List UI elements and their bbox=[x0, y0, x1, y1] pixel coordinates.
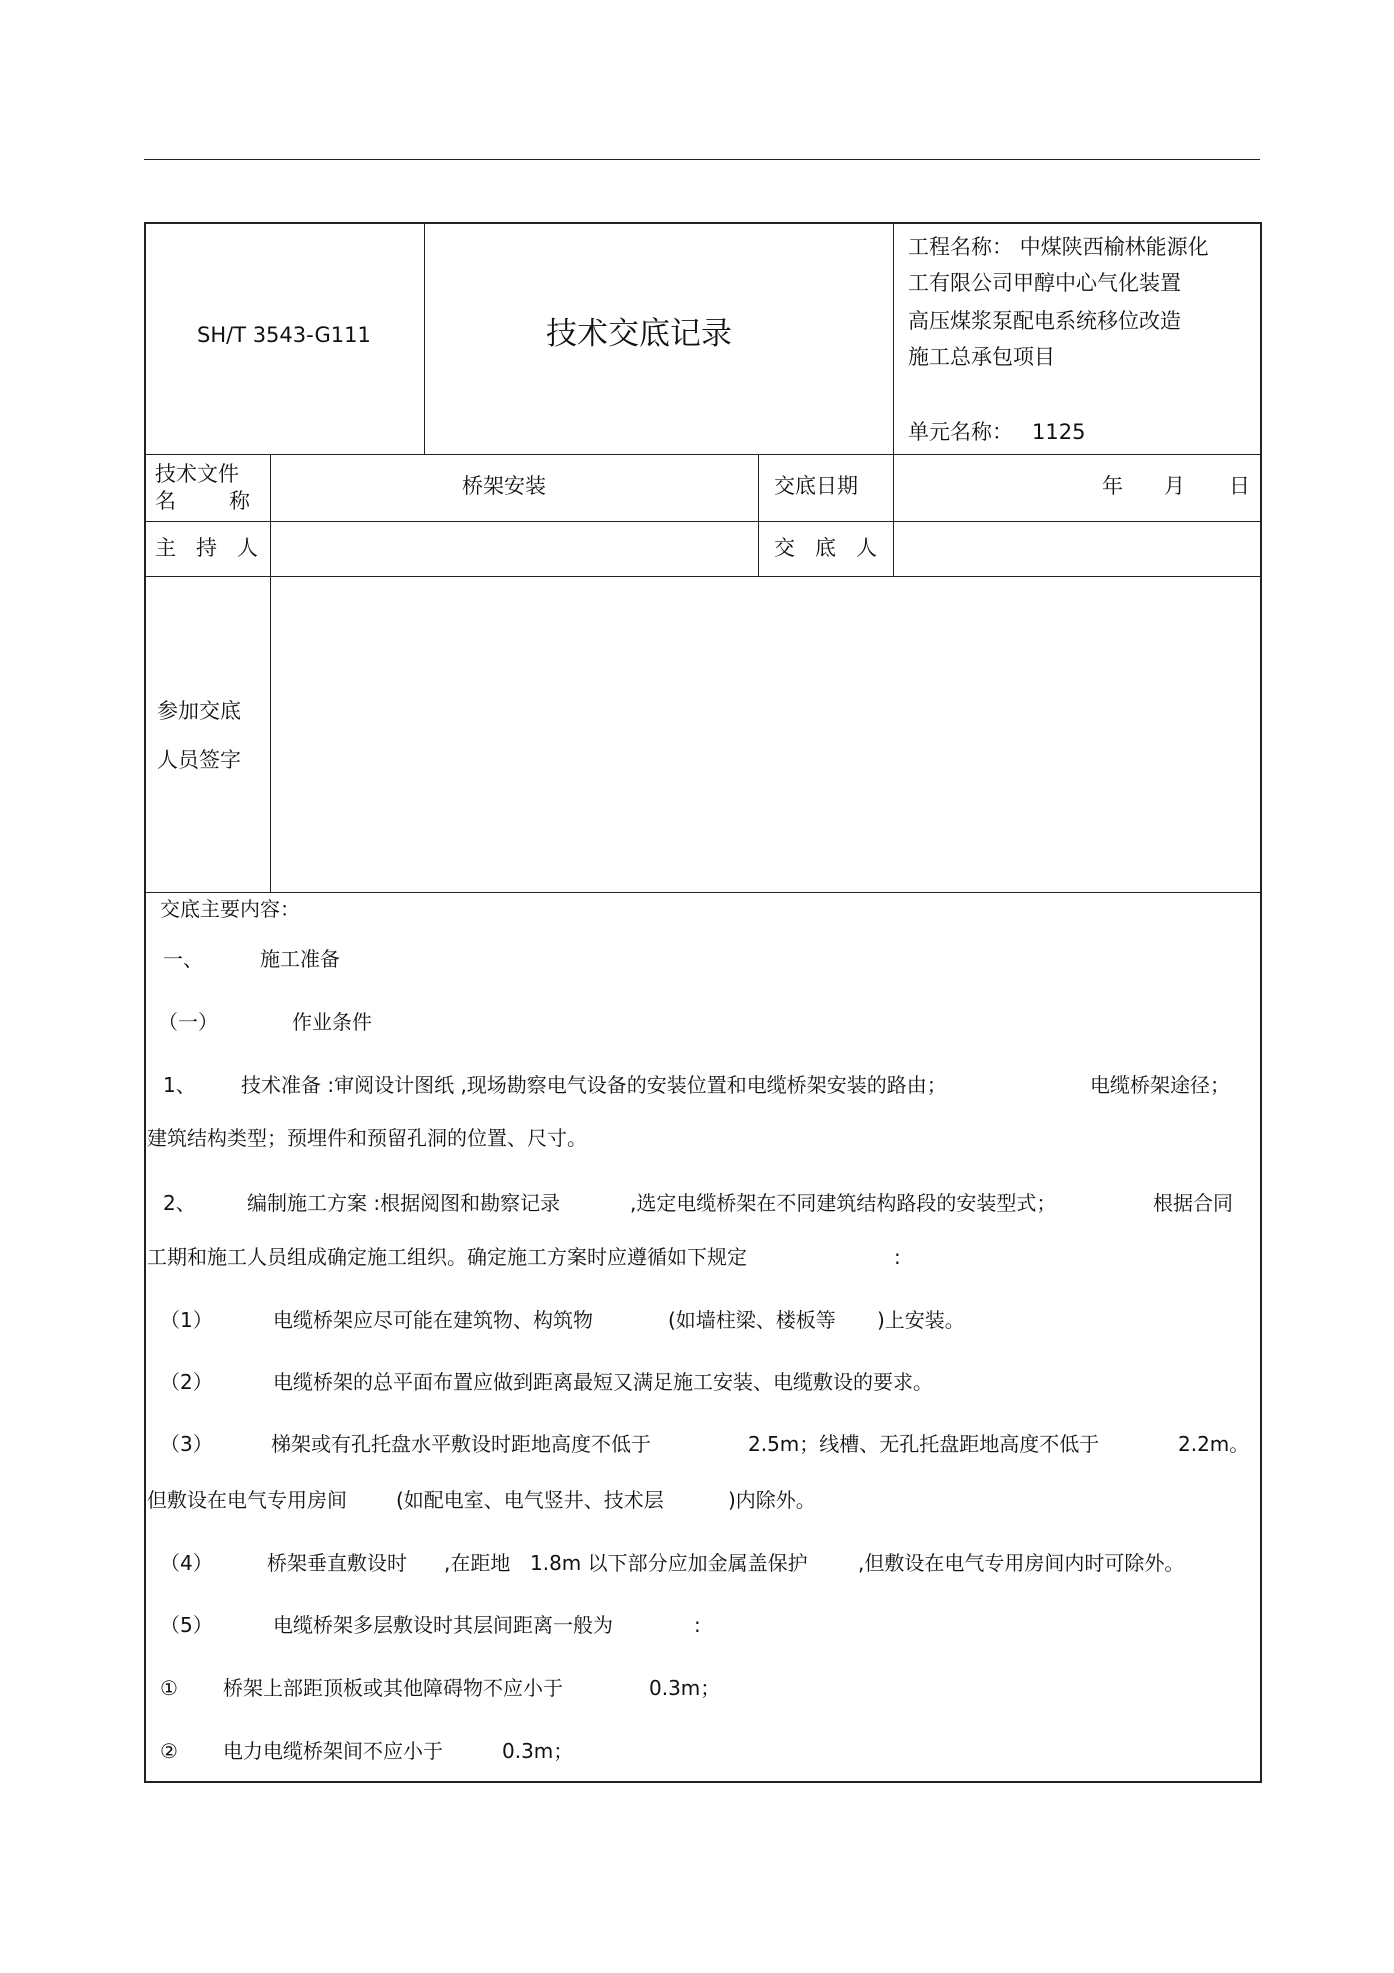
col-divider-title bbox=[893, 222, 894, 577]
item-3-text-b: 2.5m；线槽、无孔托盘距地高度不低于 bbox=[748, 1432, 1100, 1456]
item-2-number: （2） bbox=[160, 1370, 213, 1394]
signature-label-line-1: 参加交底 bbox=[157, 699, 241, 723]
form-code: SH/T 3543-G111 bbox=[197, 323, 371, 347]
row-divider-signature bbox=[144, 892, 1260, 893]
col-divider-code bbox=[424, 222, 425, 454]
item-4-text-b: ,在距地 bbox=[444, 1551, 511, 1575]
presenter-label: 交底人 bbox=[774, 536, 897, 560]
signature-area[interactable] bbox=[272, 578, 1258, 891]
date-day: 日 bbox=[1229, 474, 1250, 498]
section-1-title: 施工准备 bbox=[260, 947, 340, 971]
col-divider-label bbox=[270, 454, 271, 892]
col-divider-mid bbox=[758, 454, 759, 577]
para-2-text-b: ,选定电缆桥架在不同建筑结构路段的安装型式； bbox=[630, 1191, 1057, 1215]
signature-label-line-2: 人员签字 bbox=[157, 748, 241, 772]
date-month: 月 bbox=[1164, 474, 1185, 498]
item-3-text-f: )内除外。 bbox=[728, 1488, 816, 1512]
item-3-text-d: 但敷设在电气专用房间 bbox=[147, 1488, 347, 1512]
row-divider-header bbox=[144, 454, 1260, 455]
item-4-text-c: 1.8m 以下部分应加金属盖保护 bbox=[530, 1551, 808, 1575]
item-1-text-c: )上安装。 bbox=[877, 1308, 965, 1332]
host-label: 主持人 bbox=[155, 536, 278, 560]
item-3-text-e: (如配电室、电气竖井、技术层 bbox=[396, 1488, 664, 1512]
para-2-text-d: 工期和施工人员组成确定施工组织。确定施工方案时应遵循如下规定 bbox=[147, 1245, 747, 1269]
subsection-1-number: （一） bbox=[158, 1010, 218, 1034]
unit-name-value: 1125 bbox=[1032, 420, 1086, 444]
item-5-text-b: : bbox=[694, 1613, 701, 1637]
row-divider-host bbox=[144, 576, 1260, 577]
project-name-line-4: 施工总承包项目 bbox=[908, 345, 1055, 369]
clause-2-text-b: 0.3m； bbox=[502, 1739, 574, 1763]
subsection-1-title: 作业条件 bbox=[292, 1010, 372, 1034]
para-1-text-c: 建筑结构类型；预埋件和预留孔洞的位置、尺寸。 bbox=[147, 1126, 587, 1150]
para-2-text-e: : bbox=[894, 1245, 901, 1269]
para-1-text-b: 电缆桥架途径； bbox=[1090, 1073, 1230, 1097]
clause-1-text-b: 0.3m； bbox=[649, 1676, 721, 1700]
page-top-rule bbox=[144, 159, 1260, 160]
para-1-number: 1、 bbox=[163, 1073, 196, 1097]
doc-name-label-line-2b: 称 bbox=[229, 489, 250, 513]
item-4-number: （4） bbox=[160, 1551, 213, 1575]
item-5-number: （5） bbox=[160, 1613, 213, 1637]
item-3-number: （3） bbox=[160, 1432, 213, 1456]
row-divider-docname bbox=[144, 521, 1260, 522]
item-5-text-a: 电缆桥架多层敷设时其层间距离一般为 bbox=[273, 1613, 613, 1637]
item-4-text-a: 桥架垂直敷设时 bbox=[267, 1551, 407, 1575]
doc-name-value: 桥架安装 bbox=[462, 474, 546, 498]
item-3-text-c: 2.2m。 bbox=[1178, 1432, 1250, 1456]
record-form-frame bbox=[144, 222, 1262, 1783]
item-2-text-a: 电缆桥架的总平面布置应做到距离最短又满足施工安装、电缆敷设的要求。 bbox=[273, 1370, 933, 1394]
clause-2-text-a: 电力电缆桥架间不应小于 bbox=[223, 1739, 443, 1763]
clause-2-number: ② bbox=[160, 1739, 178, 1763]
date-year: 年 bbox=[1102, 474, 1123, 498]
item-1-text-b: (如墙柱梁、楼板等 bbox=[668, 1308, 836, 1332]
clause-1-text-a: 桥架上部距顶板或其他障碍物不应小于 bbox=[223, 1676, 563, 1700]
date-label: 交底日期 bbox=[774, 474, 858, 498]
doc-name-label-line-2a: 名 bbox=[155, 489, 176, 513]
clause-1-number: ① bbox=[160, 1676, 178, 1700]
unit-name-label: 单元名称： bbox=[908, 420, 1013, 444]
para-1-text-a: 技术准备 :审阅设计图纸 ,现场勘察电气设备的安装位置和电缆桥架安装的路由； bbox=[241, 1073, 947, 1097]
item-1-number: （1） bbox=[160, 1308, 213, 1332]
para-2-text-a: 编制施工方案 :根据阅图和勘察记录 bbox=[247, 1191, 561, 1215]
project-name-line-2: 工有限公司甲醇中心气化装置 bbox=[908, 271, 1181, 295]
content-heading: 交底主要内容： bbox=[160, 897, 300, 921]
item-3-text-a: 梯架或有孔托盘水平敷设时距地高度不低于 bbox=[271, 1432, 651, 1456]
para-2-text-c: 根据合同 bbox=[1153, 1191, 1233, 1215]
item-4-text-d: ,但敷设在电气专用房间内时可除外。 bbox=[858, 1551, 1185, 1575]
page-title: 技术交底记录 bbox=[546, 316, 732, 352]
section-1-number: 一、 bbox=[163, 947, 203, 971]
project-name-line-3: 高压煤浆泵配电系统移位改造 bbox=[908, 309, 1181, 333]
project-name-line-1: 工程名称： 中煤陕西榆林能源化 bbox=[908, 235, 1209, 259]
item-1-text-a: 电缆桥架应尽可能在建筑物、构筑物 bbox=[273, 1308, 593, 1332]
doc-name-label-line-1: 技术文件 bbox=[155, 462, 239, 486]
para-2-number: 2、 bbox=[163, 1191, 196, 1215]
